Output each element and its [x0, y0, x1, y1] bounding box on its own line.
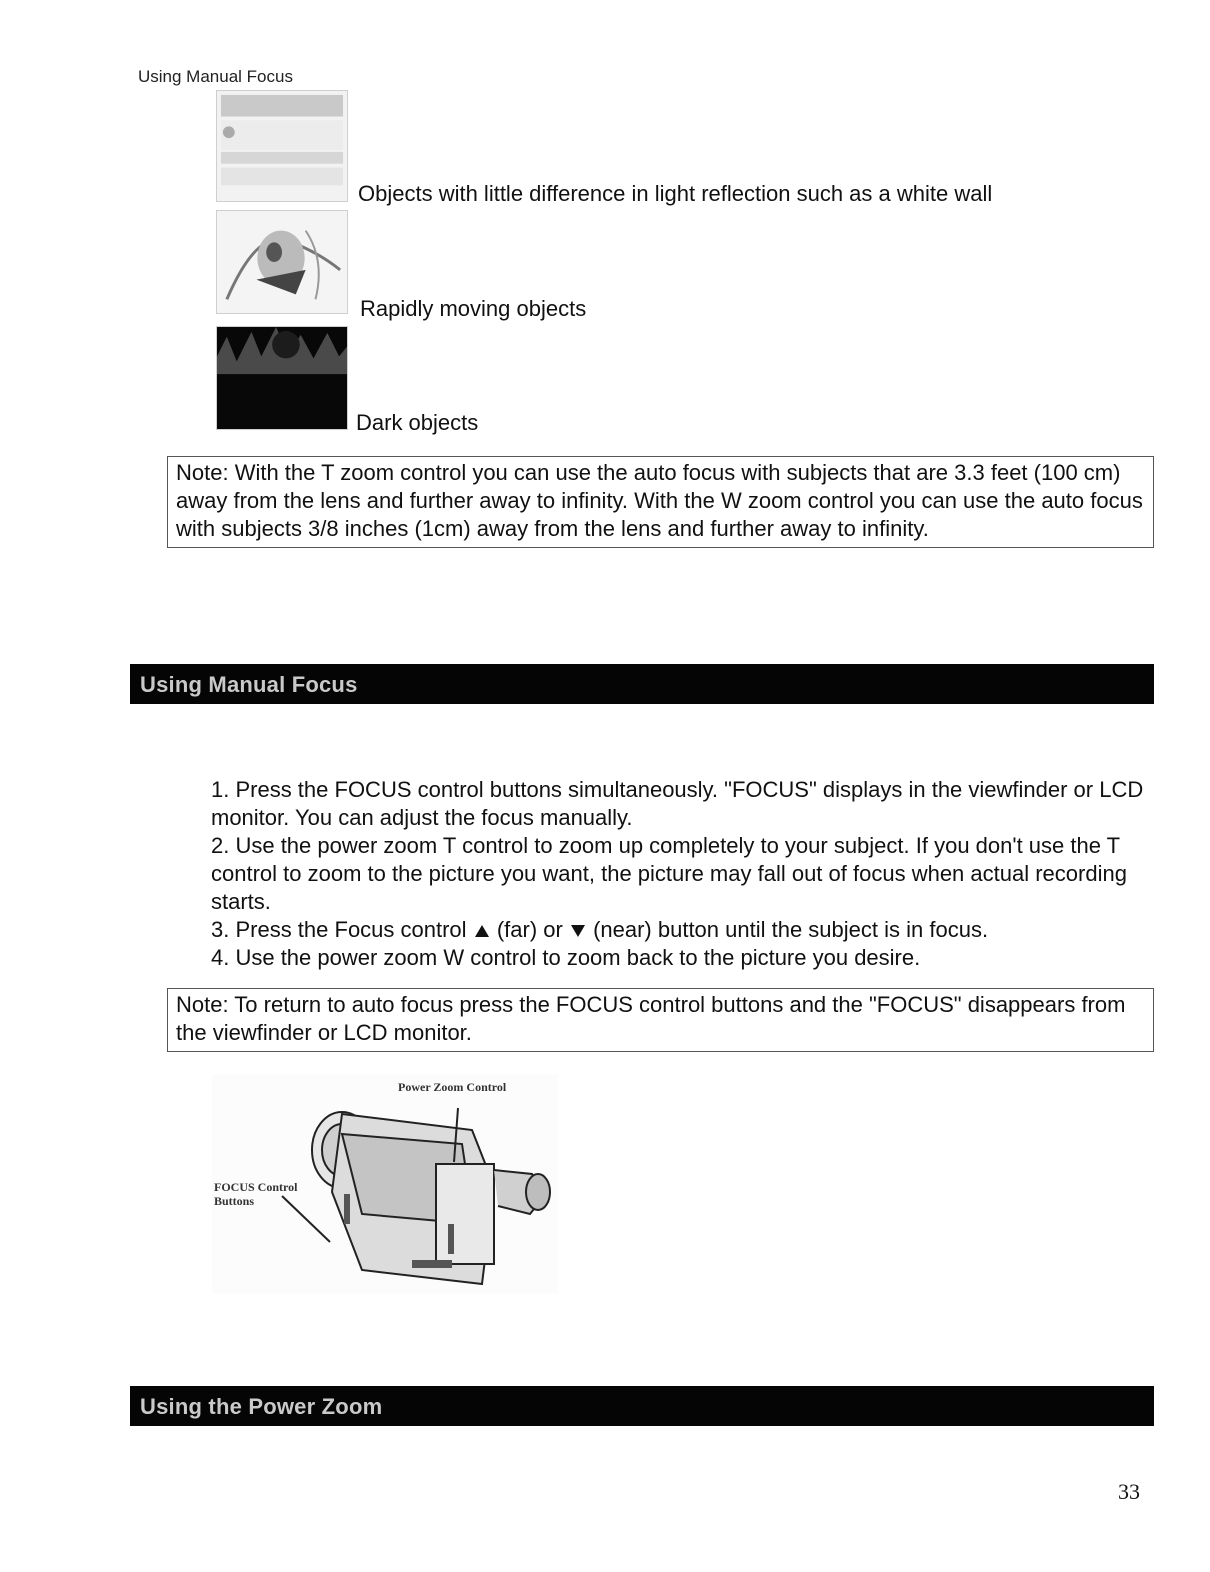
- triangle-up-icon: [475, 925, 489, 937]
- label-focus-control-line1: FOCUS Control: [214, 1180, 298, 1194]
- section-heading-power-zoom: Using the Power Zoom: [130, 1386, 1154, 1426]
- step-1: 1. Press the FOCUS control buttons simultaneously. "FOCUS" displays in the viewfinder or LCD monitor. You can adjust the focus manually.: [211, 777, 1144, 830]
- step-3-text-a: 3. Press the Focus control: [211, 917, 467, 942]
- note-auto-focus-range: Note: With the T zoom control you can use the auto focus with subjects that are 3.3 feet (100 cm) away from the lens and further away to infinity. With the W zoom control you can use the auto focus with subjects 3/8 inches (1cm) away from the lens and further away to infinity.: [167, 456, 1154, 548]
- caption-dark-objects: Dark objects: [356, 410, 479, 435]
- manual-focus-steps: [211, 776, 1156, 972]
- step-3-text-b: (far) or: [496, 917, 563, 942]
- running-header: Using Manual Focus: [138, 67, 293, 86]
- label-focus-control-line2: Buttons: [214, 1194, 255, 1208]
- label-power-zoom-control: Power Zoom Control: [398, 1080, 507, 1094]
- white-wall-image: [216, 90, 348, 202]
- dark-objects-image: [216, 326, 348, 430]
- step-2: 2. Use the power zoom T control to zoom up completely to your subject. If you don't use the T control to zoom to the picture you want, the picture may fall out of focus when actual recording starts.: [211, 833, 1127, 914]
- section-heading-manual-focus: Using Manual Focus: [130, 664, 1154, 704]
- note-return-auto-focus: Note: To return to auto focus press the FOCUS control buttons and the "FOCUS" disappears from the viewfinder or LCD monitor.: [167, 988, 1154, 1052]
- page-number: 33: [1118, 1479, 1140, 1504]
- label-focus-control-buttons: [214, 1180, 297, 1208]
- camcorder-illustration: [212, 1074, 558, 1294]
- caption-white-wall: Objects with little difference in light reflection such as a white wall: [358, 181, 993, 206]
- step-3: [211, 916, 1156, 944]
- caption-moving-objects: Rapidly moving objects: [360, 296, 587, 321]
- step-4: 4. Use the power zoom W control to zoom back to the picture you desire.: [211, 945, 921, 970]
- step-3-text-c: (near) button until the subject is in focus.: [593, 917, 989, 942]
- triangle-down-icon: [571, 925, 585, 937]
- moving-objects-image: [216, 210, 348, 314]
